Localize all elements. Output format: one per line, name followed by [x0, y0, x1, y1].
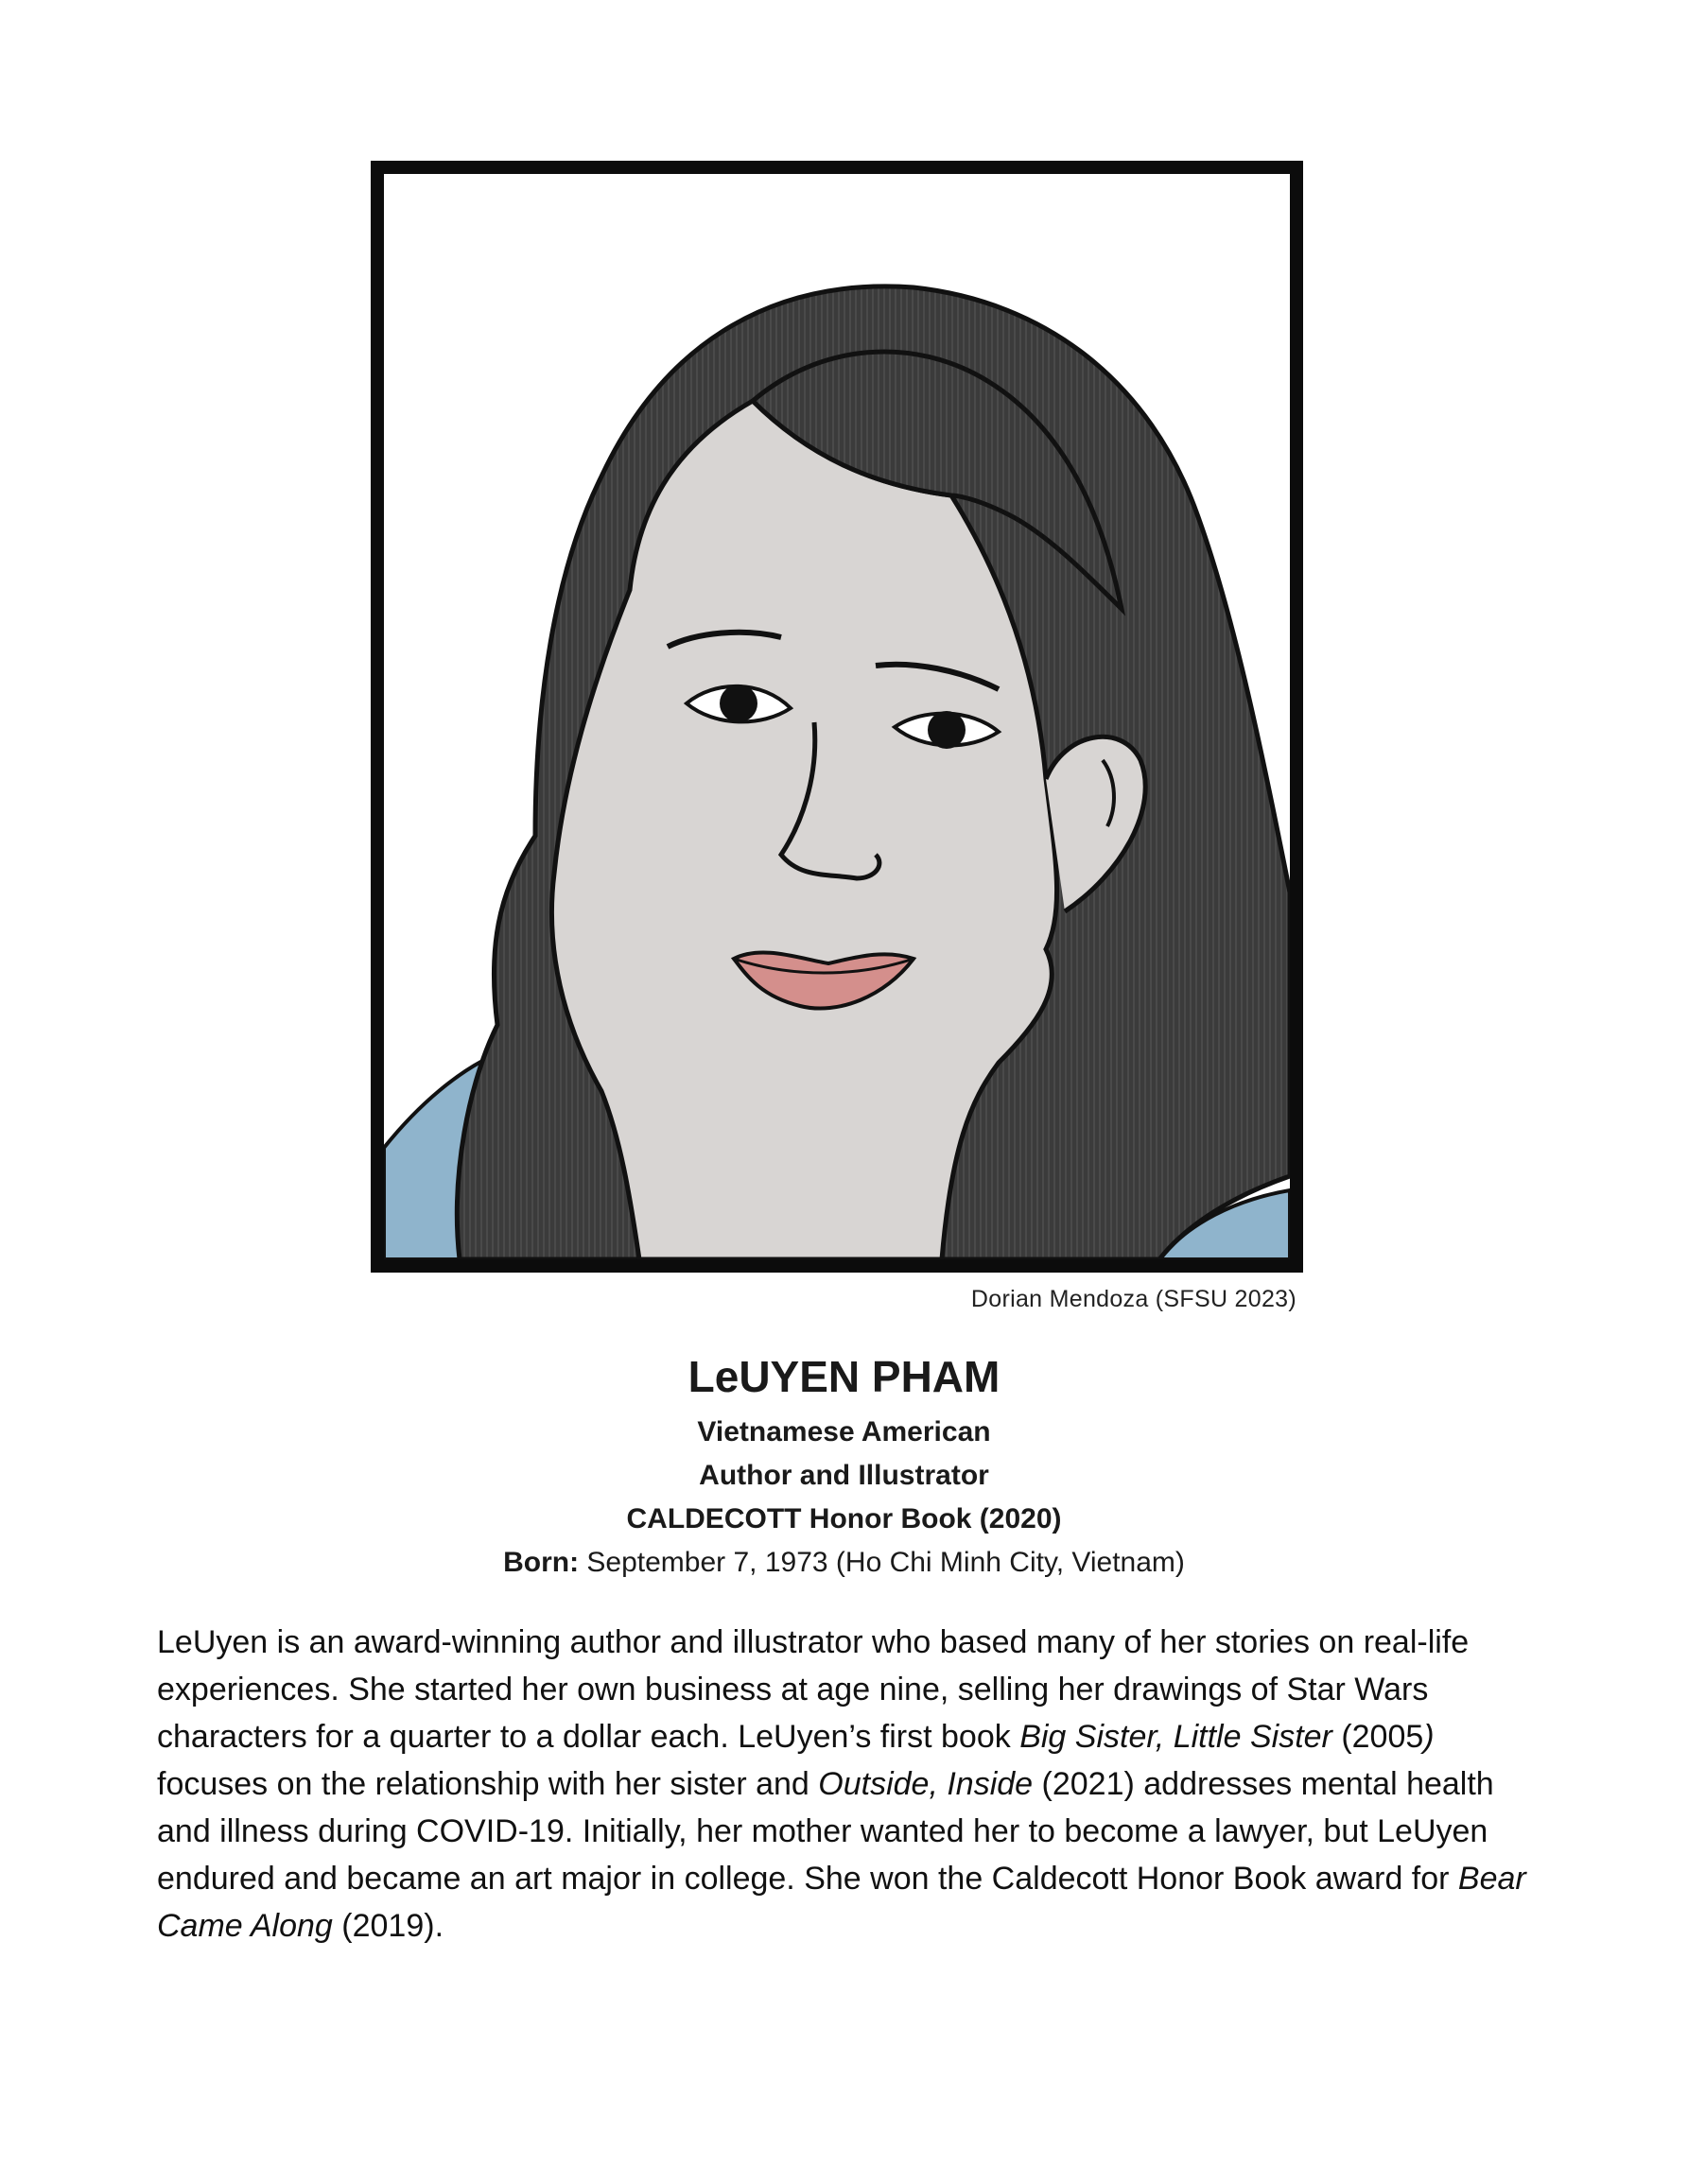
bio-text: (2005: [1331, 1719, 1424, 1755]
born-value: September 7, 1973 (Ho Chi Minh City, Vietnam): [579, 1547, 1185, 1578]
heritage: Vietnamese American: [697, 1416, 991, 1447]
illustrator-credit: Dorian Mendoza (SFSU 2023): [970, 1286, 1296, 1312]
bio-text: LeUyen is an award-winning author and illustrator who based many of her stories on real-life experiences. She started her own business at age nine, selling her drawings of Star Wars characters for a quarter to a dollar each. LeUyen’s first book: [157, 1624, 1470, 1755]
bio-text: (2021) addresses mental health and illness during COVID-19. Initially, her mother wanted her to become a lawyer, but LeUyen endured and became an art major in college. She won the Caldecott Honor Book award for: [157, 1766, 1494, 1897]
bio-text: (2019).: [332, 1908, 444, 1944]
bio-text: focuses on the relationship with her sister and: [157, 1766, 819, 1802]
role: Author and Illustrator: [699, 1460, 989, 1491]
person-name: LeUYEN PHAM: [687, 1352, 1001, 1401]
portrait-drawing: [384, 174, 1290, 1259]
portrait-frame: [371, 161, 1303, 1273]
biography-paragraph: [157, 1619, 1547, 1950]
profile-header: [0, 1343, 1688, 1585]
born-line: [0, 1541, 1688, 1585]
award: CALDECOTT Honor Book (2020): [626, 1503, 1062, 1534]
book-title: Bear Came Along: [157, 1861, 1526, 1944]
bio-text: ): [1423, 1719, 1435, 1755]
book-title: Big Sister, Little Sister: [1019, 1719, 1332, 1755]
book-title: Outside, Inside: [818, 1766, 1034, 1802]
born-label: Born:: [503, 1547, 580, 1578]
